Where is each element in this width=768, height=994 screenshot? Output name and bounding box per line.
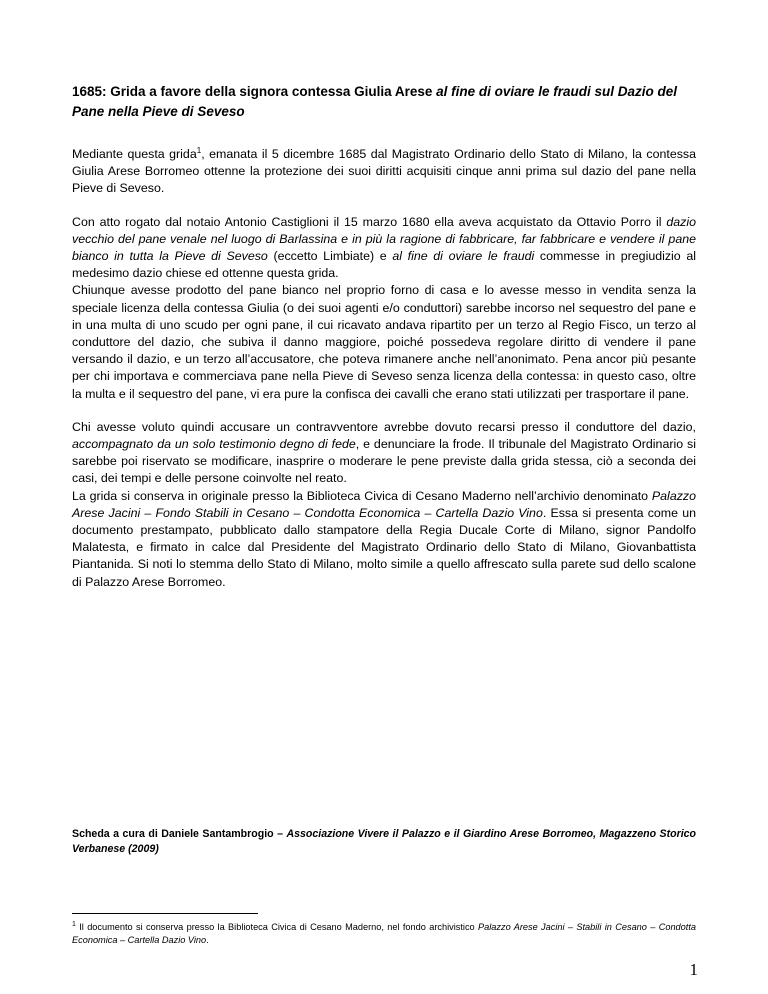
p1-text-a: Mediante questa grida bbox=[72, 147, 197, 161]
p2-italic-2: al fine di oviare le fraudi bbox=[392, 249, 535, 264]
paragraph-3: Chiunque avesse prodotto del pane bianco nel proprio forno di casa e lo avesse messo in vendita senza la speciale licenza della contessa Giulia (o dei suoi agenti e/o conduttori) sarebbe incorso nel sequestro del pane e in una multa di uno scudo per ogni pane, il cui ricavato andava ripartito per un terzo al Regio Fisco, un terzo al conduttore del dazio, che subiva il danno maggiore, poiché possedeva regolare diritto di vendere il pane versando il dazio, e un terzo all’accusatore, che poteva rimanere anche nell’anonimato. Pena ancor più pesante per chi importava e commerciava pane nella Pieve di Seveso senza licenza della contessa: in questo caso, oltre la multa e il sequestro del pane, vi era pure la confisca dei cavalli che erano stati utilizzati per trasportare il pane. bbox=[72, 283, 696, 401]
p5-text-a: La grida si conserva in originale presso la Biblioteca Civica di Cesano Maderno nell’archivio denominato bbox=[72, 488, 652, 503]
p1-text-b: , emanata il 5 dicembre 1685 dal Magistrato Ordinario dello Stato di Milano, la contessa Giulia Arese Borromeo ottenne la protezione dei suoi diritti acquisiti cinque anni prima sul dazio del pane nella Pieve di Seveso. bbox=[72, 147, 696, 196]
document-title bbox=[72, 82, 696, 121]
paragraph-4 bbox=[72, 419, 696, 488]
p2-italic-1: dazio vecchio del pane venale nel luogo di Barlassina e in più la ragione di fabbricare, far fabbricare e vendere il pane bianco in tutta la Pieve di Seveso bbox=[72, 214, 696, 264]
p2-text-a: Con atto rogato dal notaio Antonio Castiglioni il 15 marzo 1680 ella aveva acquistato da Ottavio Porro il bbox=[72, 214, 667, 229]
paragraph-5 bbox=[72, 488, 696, 591]
footnote-text-b: . bbox=[206, 935, 209, 945]
p4-text-b: , e denunciare la frode. Il tribunale del Magistrato Ordinario si sarebbe poi riservato se modificare, inasprire o moderare le pene previste dalla grida stessa, ciò a seconda dei casi, dei tempi e delle persone coinvolte nel reato. bbox=[72, 437, 696, 486]
p4-italic-1: accompagnato da un solo testimonio degno di fede bbox=[72, 437, 356, 452]
paragraph-1 bbox=[72, 146, 696, 198]
document-body bbox=[72, 146, 696, 591]
footnote-separator bbox=[72, 913, 258, 914]
p4-text-a: Chi avesse voluto quindi accusare un contravventore avrebbe dovuto recarsi presso il conduttore del dazio, bbox=[72, 419, 696, 434]
title-italic: al fine di oviare le fraudi sul Dazio del Pane nella Pieve di Seveso bbox=[72, 84, 677, 119]
footnote bbox=[72, 921, 696, 947]
credit-main: Scheda a cura di Daniele Santambrogio – bbox=[72, 828, 287, 840]
p5-italic-1: Palazzo Arese Jacini – Fondo Stabili in Cesano – Condotta Economica – Cartella Dazio Vino bbox=[72, 488, 696, 520]
footnote-marker: 1 bbox=[72, 920, 76, 928]
title-main: 1685: Grida a favore della signora contessa Giulia Arese bbox=[72, 84, 437, 99]
footnote-text-a: Il documento si conserva presso la Biblioteca Civica di Cesano Maderno, nel fondo archivistico bbox=[75, 922, 479, 932]
footnote-italic: Palazzo Arese Jacini – Stabili in Cesano – Condotta Economica – Cartella Dazio Vino bbox=[72, 922, 696, 945]
p2-text-b: (eccetto Limbiate) e bbox=[267, 249, 393, 264]
p5-text-b: . Essa si presenta come un documento prestampato, pubblicato dallo stampatore della Regia Ducale Corte di Milano, signor Pandolfo Malatesta, e firmato in calce dal Presidente del Magistrato Ordinario dello Stato di Milano, Giovanbattista Piantanida. Si noti lo stemma dello Stato di Milano, molto simile a quello affrescato sulla parete sud dello scalone di Palazzo Arese Borromeo. bbox=[72, 505, 696, 589]
paragraph-2 bbox=[72, 214, 696, 283]
author-credit bbox=[72, 827, 696, 857]
p2-text-c: commesse in pregiudizio al medesimo dazio chiese ed ottenne questa grida. bbox=[72, 249, 696, 281]
credit-italic: Associazione Vivere il Palazzo e il Giardino Arese Borromeo, Magazzeno Storico Verbanese (2009) bbox=[72, 828, 697, 855]
page-number: 1 bbox=[689, 960, 698, 979]
footnote-reference: 1 bbox=[196, 145, 202, 155]
